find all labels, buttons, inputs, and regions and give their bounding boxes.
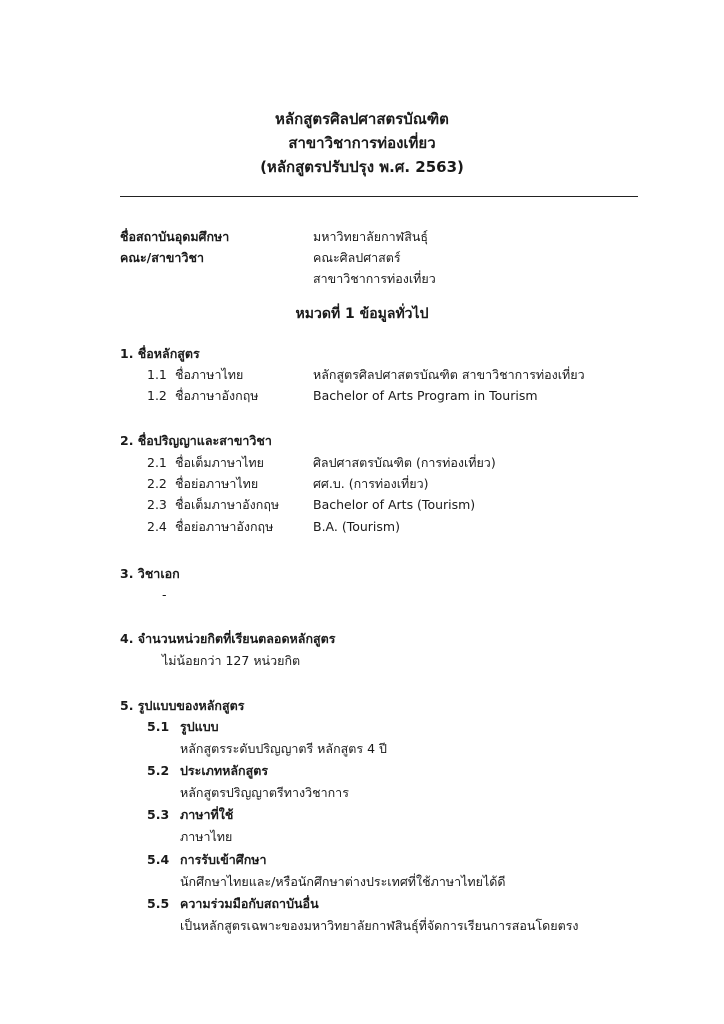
item-num: 5.5 xyxy=(147,896,170,911)
item-label: รูปแบบ xyxy=(180,719,219,734)
item-value: หลักสูตรศิลปศาสตรบัณฑิต สาขาวิชาการท่องเที่ยว xyxy=(313,367,585,382)
item-label: ความร่วมมือกับสถาบันอื่น xyxy=(180,896,319,911)
item-label: ชื่อภาษาอังกฤษ xyxy=(175,388,259,403)
item-num: 1.2 xyxy=(147,388,167,403)
item-num: 5.3 xyxy=(147,807,170,822)
horizontal-divider xyxy=(120,196,638,197)
credits-value: ไม่น้อยกว่า 127 หน่วยกิต xyxy=(162,653,301,668)
doc-title-line1: หลักสูตรศิลปศาสตรบัณฑิต xyxy=(275,110,449,128)
item-label: ประเภทหลักสูตร xyxy=(180,763,269,778)
item-value: ภาษาไทย xyxy=(180,829,233,844)
section-3-heading: 3. วิชาเอก xyxy=(120,566,180,581)
item-label: ชื่อภาษาไทย xyxy=(175,367,244,382)
item-value: ศิลปศาสตรบัณฑิต (การท่องเที่ยว) xyxy=(313,455,496,470)
doc-title-line3: (หลักสูตรปรับปรุง พ.ศ. 2563) xyxy=(260,158,464,176)
chapter-heading: หมวดที่ 1 ข้อมูลทั่วไป xyxy=(295,306,429,322)
section-5-heading: 5. รูปแบบของหลักสูตร xyxy=(120,698,245,713)
faculty-value: คณะศิลปศาสตร์ xyxy=(313,250,401,265)
item-num: 5.1 xyxy=(147,719,170,734)
item-num: 2.2 xyxy=(147,476,167,491)
item-label: การรับเข้าศึกษา xyxy=(180,852,267,867)
major-value: - xyxy=(162,587,167,602)
item-value: นักศึกษาไทยและ/หรือนักศึกษาต่างประเทศที่ใช้ภาษาไทยได้ดี xyxy=(180,874,506,889)
institution-value: มหาวิทยาลัยกาฬสินธุ์ xyxy=(313,229,429,244)
item-num: 2.4 xyxy=(147,519,167,534)
section-4-heading: 4. จำนวนหน่วยกิตที่เรียนตลอดหลักสูตร xyxy=(120,631,336,646)
doc-title-line2: สาขาวิชาการท่องเที่ยว xyxy=(288,134,436,152)
item-num: 5.4 xyxy=(147,852,170,867)
item-label: ภาษาที่ใช้ xyxy=(180,807,234,822)
item-value: Bachelor of Arts (Tourism) xyxy=(313,497,476,512)
item-num: 5.2 xyxy=(147,763,170,778)
item-value: หลักสูตรปริญญาตรีทางวิชาการ xyxy=(180,785,349,800)
program-value: สาขาวิชาการท่องเที่ยว xyxy=(313,271,436,286)
item-num: 2.1 xyxy=(147,455,167,470)
institution-label: ชื่อสถาบันอุดมศึกษา xyxy=(120,229,230,244)
section-1-heading: 1. ชื่อหลักสูตร xyxy=(120,346,200,361)
item-label: ชื่อเต็มภาษาไทย xyxy=(175,455,264,470)
item-value: Bachelor of Arts Program in Tourism xyxy=(313,388,538,403)
faculty-label: คณะ/สาขาวิชา xyxy=(120,250,204,265)
item-label: ชื่อย่อภาษาไทย xyxy=(175,476,259,491)
item-label: ชื่อเต็มภาษาอังกฤษ xyxy=(175,497,280,512)
item-num: 2.3 xyxy=(147,497,167,512)
item-value: ศศ.บ. (การท่องเที่ยว) xyxy=(313,476,429,491)
section-2-heading: 2. ชื่อปริญญาและสาขาวิชา xyxy=(120,433,272,448)
item-value: หลักสูตรระดับปริญญาตรี หลักสูตร 4 ปี xyxy=(180,741,387,756)
item-value: เป็นหลักสูตรเฉพาะของมหาวิทยาลัยกาฬสินธุ์ที่จัดการเรียนการสอนโดยตรง xyxy=(180,918,579,933)
item-value: B.A. (Tourism) xyxy=(313,519,400,534)
item-label: ชื่อย่อภาษาอังกฤษ xyxy=(175,519,274,534)
item-num: 1.1 xyxy=(147,367,167,382)
